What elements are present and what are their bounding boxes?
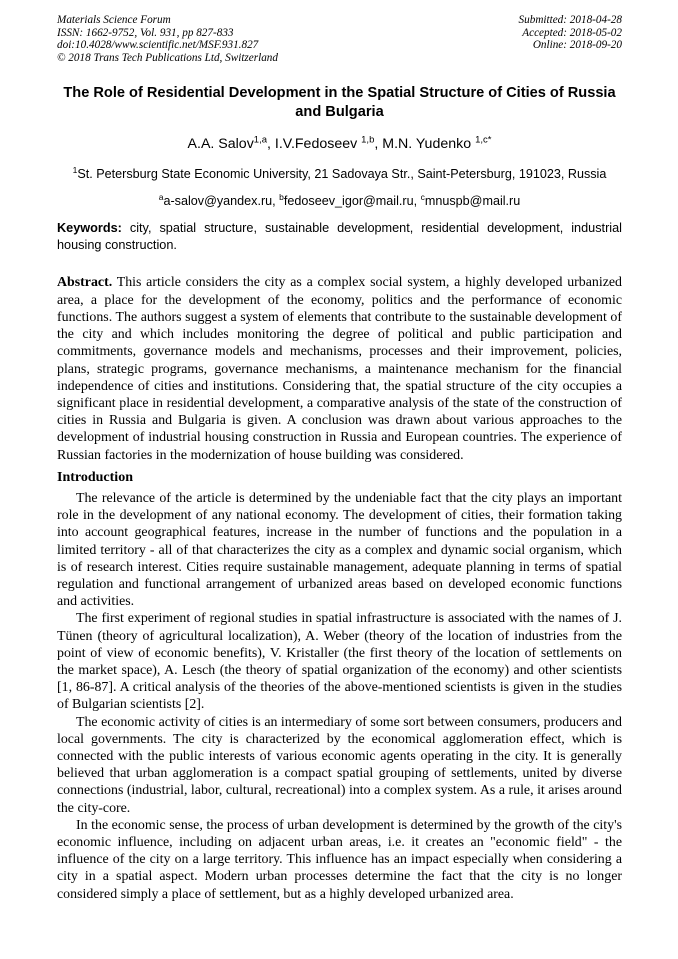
email-1-address: a-salov@yandex.ru xyxy=(163,194,273,209)
author-1-affiliation-marker: 1,a xyxy=(253,134,268,146)
introduction-paragraph-4: In the economic sense, the process of urban development is determined by the growth of the city's economic influence, including on adjacent urban areas, i.e. it creates an "economic field" - the influence of the city on a large territory. This influence has an impact especially when considering a city in a spatial aspect. Modern urban processes determine the fact that the city is no longer considered simply a place of settlement, but as a highly developed urbanized area. xyxy=(57,817,622,902)
email-separator: , xyxy=(272,194,280,209)
author-3-affiliation-marker: 1,c* xyxy=(475,134,492,146)
affiliation-text: St. Petersburg State Economic University, 21 Sadovaya Str., Saint-Petersburg, 191023, Russia xyxy=(77,167,607,182)
keywords-line xyxy=(57,220,622,254)
article-title: The Role of Residential Development in the Spatial Structure of Cities of Russia and Bulgaria xyxy=(63,85,616,121)
email-separator: , xyxy=(413,194,421,209)
accepted-date: Accepted: 2018-05-02 xyxy=(522,26,622,39)
abstract-text: This article considers the city as a complex social system, a highly developed urbanized area, a place for the development of the economy, politics and the performance of economic functions. The authors suggest a system of elements that contribute to the sustainable development of the city and which includes monitoring the degree of political and public participation and commitments, governance models and mechanisms, processes and their improvement, policies, plans, strategic programs, governance mechanisms, a maintenance mechanism for the financial independence of cities and institutions. Considering that, the spatial structure of the city occupies a significant place in residential development, a comparative analysis of the state of the construction of cities in Russia and Bulgaria is given. A conclusion was drawn about various approaches to the development of industrial housing construction in Russia and European countries. The experience of Russian factories in the modernization of house building was considered. xyxy=(57,275,622,463)
author-2-name: I.V.Fedoseev xyxy=(274,136,362,153)
authors-line xyxy=(57,130,622,154)
abstract-label: Abstract. xyxy=(57,275,113,291)
email-3-marker: c xyxy=(420,192,425,203)
email-3-address: mnuspb@mail.ru xyxy=(424,194,521,209)
submission-dates xyxy=(519,14,622,64)
email-2-marker: b xyxy=(279,192,284,203)
keywords-label: Keywords: xyxy=(57,221,122,236)
author-separator: , xyxy=(374,136,383,153)
journal-doi: doi:10.4028/www.scientific.net/MSF.931.827 xyxy=(57,39,259,52)
email-1 xyxy=(159,194,279,208)
author-2-affiliation-marker: 1,b xyxy=(361,134,375,146)
author-1-name: A.A. Salov xyxy=(187,136,254,153)
journal-issn-volume: ISSN: 1662-9752, Vol. 931, pp 827-833 xyxy=(57,26,234,39)
emails-line xyxy=(57,189,622,209)
author-1 xyxy=(188,136,275,152)
email-2-address: fedoseev_igor@mail.ru xyxy=(283,194,414,209)
affiliation-line xyxy=(57,162,622,182)
journal-info xyxy=(57,14,278,64)
section-heading-introduction: Introduction xyxy=(57,469,133,485)
publication-header xyxy=(57,14,622,64)
author-2 xyxy=(275,136,382,152)
journal-name: Materials Science Forum xyxy=(57,14,171,26)
email-3 xyxy=(421,194,521,208)
author-separator: , xyxy=(267,136,275,153)
introduction-paragraph-1: The relevance of the article is determined by the undeniable fact that the city plays an important role in the development of any national economy. The development of cities, their formation taking into account geographical features, increase in the number of functions and the population in a limited territory - all of that characterizes the city as a complex and dynamic social organism, which is of research interest. Cities require sustainable management, adequate planning in terms of spatial regulation and functional arrangement of urbanized areas based on developed economic functions and activities. xyxy=(57,490,622,610)
keywords-text: city, spatial structure, sustainable development, residential development, industrial housing construction. xyxy=(57,221,622,253)
introduction-paragraph-2: The first experiment of regional studies in spatial infrastructure is associated with the names of J. Tünen (theory of agricultural localization), A. Weber (theory of the location of industries from the point of view of economic benefits), V. Kristaller (the first theory of the location of settlements on the market space), A. Lesch (the theory of spatial organization of the economy) and other scientists [1, 86-87]. A critical analysis of the theories of the above-mentioned scientists is given in the studies of Bulgarian scientists [2]. xyxy=(57,611,622,713)
email-2 xyxy=(279,194,420,208)
introduction-paragraph-3: The economic activity of cities is an intermediary of some sort between consumers, producers and local governments. The city is characterized by the economical agglomeration effect, which is connected with the public interests of various economic agents operating in the city. It is generally believed that urban agglomeration is a compact spatial grouping of settlements, united by diverse connections (industrial, labor, cultural, recreational) into a complex system. As a rule, it arises around the city-core. xyxy=(57,714,622,816)
email-1-marker: a xyxy=(158,192,164,203)
abstract-paragraph xyxy=(57,274,622,463)
online-date: Online: 2018-09-20 xyxy=(532,39,622,52)
affiliation-marker: 1 xyxy=(72,165,78,176)
author-3 xyxy=(382,136,491,152)
journal-copyright: © 2018 Trans Tech Publications Ltd, Switzerland xyxy=(57,51,278,64)
author-3-name: M.N. Yudenko xyxy=(382,136,476,153)
submitted-date: Submitted: 2018-04-28 xyxy=(518,14,622,26)
